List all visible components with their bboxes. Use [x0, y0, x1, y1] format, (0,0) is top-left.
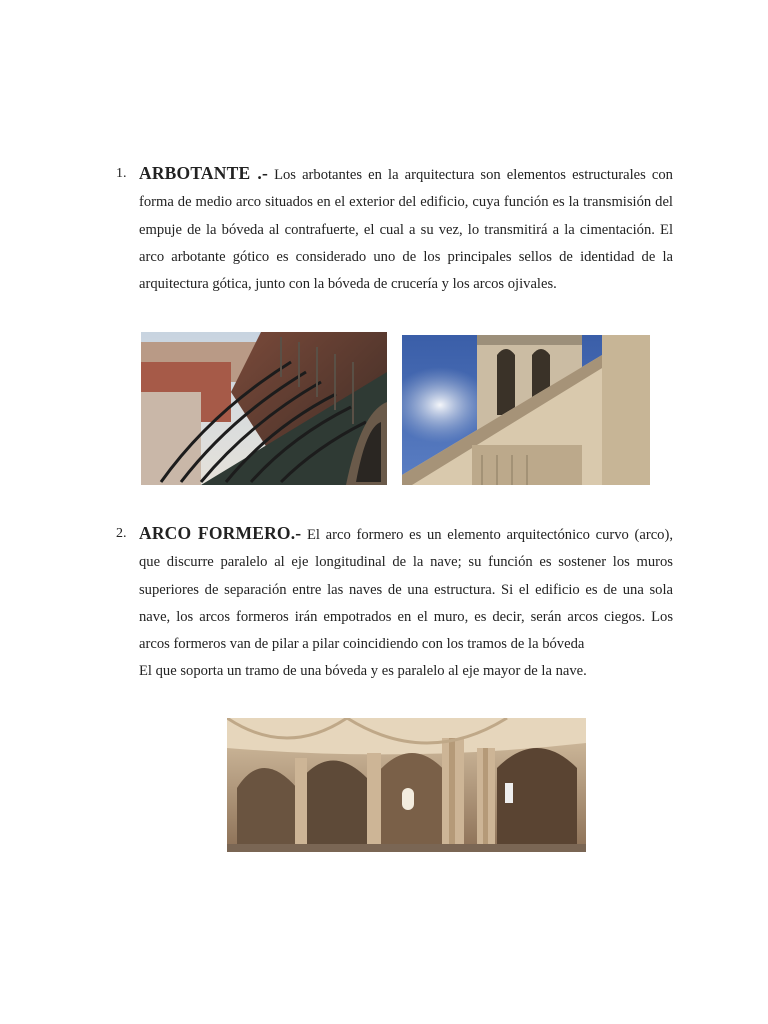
list-number: 2. [116, 526, 127, 541]
photo-flying-buttresses-aerial [141, 332, 387, 485]
section-arco-formero [116, 520, 673, 685]
term-arbotante: ARBOTANTE .- [139, 163, 268, 183]
paragraph-arco-formero [139, 520, 673, 658]
note-arco-formero: El que soporta un tramo de una bóveda y es paralelo al eje mayor de la nave. [139, 663, 587, 680]
definition-arbotante: Los arbotantes en la arquitectura son elementos estructurales con forma de medio arco situados en el exterior del edificio, cuya función es la transmisión del empuje de la bóveda al contrafuerte, el cual a su vez, lo transmitirá a la cimentación. El arco arbotante gótico es considerado uno de los principales sellos de identidad de la arquitectura gótica, junto con la bóveda de crucería y los arcos ojivales. [139, 167, 673, 293]
definition-arco-formero: El arco formero es un elemento arquitectónico curvo (arco), que discurre paralelo al eje longitudinal de la nave; su función es sostener los muros superiores de separación entre las naves de una estructura. Si el edificio es de una sola nave, los arcos formeros irán empotrados en el muro, es decir, serán arcos ciegos. Los arcos formeros van de pilar a pilar coincidiendo con los tramos de la bóveda [139, 527, 673, 653]
term-arco-formero: ARCO FORMERO.- [139, 523, 302, 543]
section-arbotante [116, 160, 673, 313]
photo-arco-formero-interior [227, 718, 586, 852]
photo-flying-buttress-tower [402, 335, 650, 485]
paragraph-arbotante [139, 160, 673, 298]
list-number: 1. [116, 166, 127, 181]
